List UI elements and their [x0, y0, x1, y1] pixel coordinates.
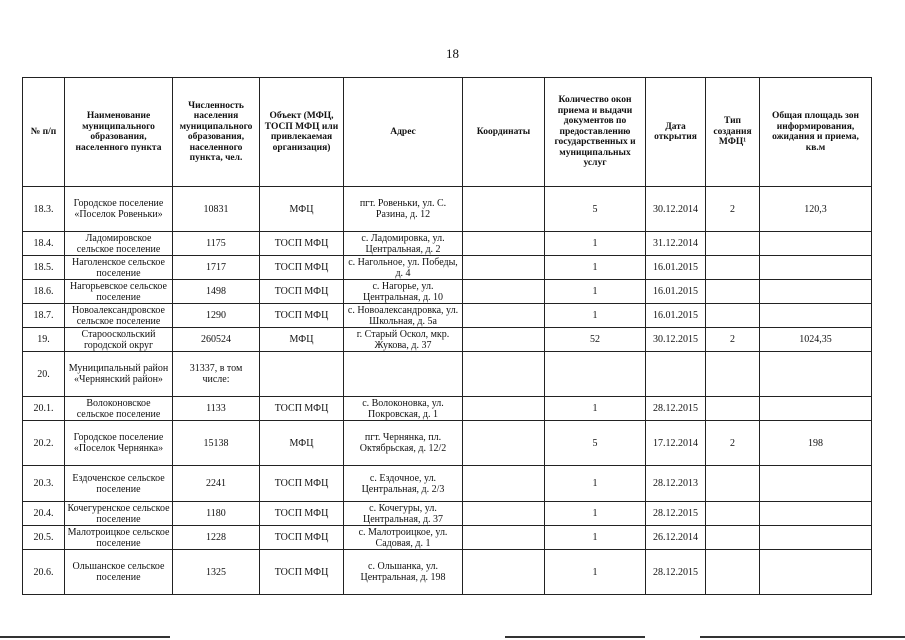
cell-population: 2241 — [173, 466, 260, 502]
cell-num: 20. — [23, 352, 65, 397]
table-row — [23, 397, 872, 421]
scan-edge-line — [505, 636, 645, 638]
cell-coords — [463, 187, 545, 232]
cell-coords — [463, 466, 545, 502]
cell-name: Наголенское сельское поселение — [65, 256, 173, 280]
cell-coords — [463, 526, 545, 550]
cell-population: 1175 — [173, 232, 260, 256]
cell-address: с. Нагольное, ул. Победы, д. 4 — [344, 256, 463, 280]
cell-object: ТОСП МФЦ — [260, 232, 344, 256]
cell-area: 1024,35 — [760, 328, 872, 352]
cell-population: 15138 — [173, 421, 260, 466]
cell-area — [760, 502, 872, 526]
cell-num: 20.6. — [23, 550, 65, 595]
header-num: № п/п — [23, 78, 65, 187]
header-address: Адрес — [344, 78, 463, 187]
cell-type — [706, 550, 760, 595]
cell-date: 16.01.2015 — [646, 280, 706, 304]
cell-num: 18.4. — [23, 232, 65, 256]
cell-windows: 1 — [545, 526, 646, 550]
cell-population: 31337, в том числе: — [173, 352, 260, 397]
cell-name: Городское поселение «Поселок Чернянка» — [65, 421, 173, 466]
cell-type — [706, 280, 760, 304]
cell-object: МФЦ — [260, 328, 344, 352]
cell-coords — [463, 304, 545, 328]
table-row — [23, 526, 872, 550]
header-area: Общая площадь зон информирования, ожидания и приема, кв.м — [760, 78, 872, 187]
cell-date: 28.12.2015 — [646, 397, 706, 421]
cell-address: с. Кочегуры, ул. Центральная, д. 37 — [344, 502, 463, 526]
cell-address: пгт. Чернянка, пл. Октябрьская, д. 12/2 — [344, 421, 463, 466]
cell-date: 30.12.2015 — [646, 328, 706, 352]
cell-address: с. Нагорье, ул. Центральная, д. 10 — [344, 280, 463, 304]
cell-windows: 1 — [545, 466, 646, 502]
cell-name: Ладомировское сельское поселение — [65, 232, 173, 256]
cell-name: Кочегуренское сельское поселение — [65, 502, 173, 526]
cell-name: Ездоченское сельское поселение — [65, 466, 173, 502]
cell-name: Ольшанское сельское поселение — [65, 550, 173, 595]
table-row — [23, 187, 872, 232]
header-type: Тип создания МФЦ¹ — [706, 78, 760, 187]
cell-type — [706, 352, 760, 397]
cell-date — [646, 352, 706, 397]
cell-date: 28.12.2013 — [646, 466, 706, 502]
cell-type — [706, 304, 760, 328]
cell-area — [760, 352, 872, 397]
cell-num: 20.4. — [23, 502, 65, 526]
cell-windows: 52 — [545, 328, 646, 352]
cell-num: 19. — [23, 328, 65, 352]
cell-address: с. Волоконовка, ул. Покровская, д. 1 — [344, 397, 463, 421]
scan-edge-line — [0, 636, 170, 638]
cell-coords — [463, 352, 545, 397]
cell-windows: 1 — [545, 397, 646, 421]
cell-num: 18.5. — [23, 256, 65, 280]
cell-object: ТОСП МФЦ — [260, 526, 344, 550]
header-name: Наименование муниципального образования, населенного пункта — [65, 78, 173, 187]
cell-windows: 1 — [545, 502, 646, 526]
cell-type: 2 — [706, 421, 760, 466]
cell-population: 10831 — [173, 187, 260, 232]
cell-object: ТОСП МФЦ — [260, 550, 344, 595]
cell-date: 17.12.2014 — [646, 421, 706, 466]
cell-date: 30.12.2014 — [646, 187, 706, 232]
cell-type — [706, 466, 760, 502]
cell-windows: 1 — [545, 232, 646, 256]
cell-area — [760, 256, 872, 280]
cell-coords — [463, 256, 545, 280]
cell-area — [760, 232, 872, 256]
cell-name: Волоконовское сельское поселение — [65, 397, 173, 421]
cell-name: Старооскольский городской округ — [65, 328, 173, 352]
page-number: 18 — [446, 46, 459, 61]
cell-area — [760, 550, 872, 595]
cell-type — [706, 502, 760, 526]
cell-date: 31.12.2014 — [646, 232, 706, 256]
cell-population: 1325 — [173, 550, 260, 595]
cell-object: ТОСП МФЦ — [260, 280, 344, 304]
cell-object: ТОСП МФЦ — [260, 304, 344, 328]
cell-date: 28.12.2015 — [646, 502, 706, 526]
cell-windows: 5 — [545, 187, 646, 232]
cell-object: ТОСП МФЦ — [260, 397, 344, 421]
cell-type: 2 — [706, 328, 760, 352]
cell-address: пгт. Ровеньки, ул. С. Разина, д. 12 — [344, 187, 463, 232]
cell-num: 18.7. — [23, 304, 65, 328]
cell-area — [760, 526, 872, 550]
cell-address: с. Новоалександровка, ул. Школьная, д. 5а — [344, 304, 463, 328]
cell-coords — [463, 280, 545, 304]
cell-windows: 1 — [545, 256, 646, 280]
header-object: Объект (МФЦ, ТОСП МФЦ или привлекаемая организация) — [260, 78, 344, 187]
cell-area — [760, 466, 872, 502]
cell-type — [706, 232, 760, 256]
table-row — [23, 466, 872, 502]
cell-type — [706, 397, 760, 421]
cell-area — [760, 304, 872, 328]
cell-num: 18.3. — [23, 187, 65, 232]
table-row — [23, 352, 872, 397]
cell-address — [344, 352, 463, 397]
cell-date: 16.01.2015 — [646, 256, 706, 280]
cell-windows: 1 — [545, 280, 646, 304]
header-windows: Количество окон приема и выдачи документов по предоставлению государственных и муниципальных услуг — [545, 78, 646, 187]
cell-population: 1290 — [173, 304, 260, 328]
header-date: Дата открытия — [646, 78, 706, 187]
cell-type — [706, 256, 760, 280]
cell-num: 20.1. — [23, 397, 65, 421]
cell-address: с. Ездочное, ул. Центральная, д. 2/3 — [344, 466, 463, 502]
table-row — [23, 280, 872, 304]
cell-coords — [463, 550, 545, 595]
cell-name: Муниципальный район «Чернянский район» — [65, 352, 173, 397]
table-row — [23, 502, 872, 526]
header-population: Численность населения муниципального образования, населенного пункта, чел. — [173, 78, 260, 187]
cell-coords — [463, 502, 545, 526]
cell-object: ТОСП МФЦ — [260, 256, 344, 280]
cell-area: 120,3 — [760, 187, 872, 232]
cell-population: 1717 — [173, 256, 260, 280]
cell-population: 1180 — [173, 502, 260, 526]
cell-population: 260524 — [173, 328, 260, 352]
cell-coords — [463, 328, 545, 352]
scan-edge-line — [700, 636, 905, 638]
cell-name: Нагорьевское сельское поселение — [65, 280, 173, 304]
mfc-register-table — [22, 77, 872, 595]
cell-object: МФЦ — [260, 187, 344, 232]
cell-address: с. Ольшанка, ул. Центральная, д. 198 — [344, 550, 463, 595]
cell-date: 26.12.2014 — [646, 526, 706, 550]
cell-object — [260, 352, 344, 397]
cell-coords — [463, 232, 545, 256]
cell-windows: 1 — [545, 304, 646, 328]
cell-num: 20.5. — [23, 526, 65, 550]
header-row — [23, 78, 872, 187]
table-row — [23, 328, 872, 352]
cell-object: ТОСП МФЦ — [260, 466, 344, 502]
cell-object: МФЦ — [260, 421, 344, 466]
cell-type: 2 — [706, 187, 760, 232]
cell-date: 28.12.2015 — [646, 550, 706, 595]
cell-name: Новоалександровское сельское поселение — [65, 304, 173, 328]
cell-windows — [545, 352, 646, 397]
cell-num: 18.6. — [23, 280, 65, 304]
cell-object: ТОСП МФЦ — [260, 502, 344, 526]
cell-coords — [463, 421, 545, 466]
cell-address: с. Малотроицкое, ул. Садовая, д. 1 — [344, 526, 463, 550]
cell-windows: 5 — [545, 421, 646, 466]
cell-type — [706, 526, 760, 550]
table-row — [23, 256, 872, 280]
cell-coords — [463, 397, 545, 421]
cell-area — [760, 397, 872, 421]
table-row — [23, 232, 872, 256]
cell-name: Городское поселение «Поселок Ровеньки» — [65, 187, 173, 232]
cell-population: 1498 — [173, 280, 260, 304]
cell-address: с. Ладомировка, ул. Центральная, д. 2 — [344, 232, 463, 256]
cell-population: 1228 — [173, 526, 260, 550]
cell-address: г. Старый Оскол, мкр. Жукова, д. 37 — [344, 328, 463, 352]
cell-windows: 1 — [545, 550, 646, 595]
cell-population: 1133 — [173, 397, 260, 421]
cell-name: Малотроицкое сельское поселение — [65, 526, 173, 550]
table-row — [23, 304, 872, 328]
table-row — [23, 421, 872, 466]
cell-area: 198 — [760, 421, 872, 466]
cell-area — [760, 280, 872, 304]
cell-num: 20.2. — [23, 421, 65, 466]
cell-num: 20.3. — [23, 466, 65, 502]
table-row — [23, 550, 872, 595]
header-coords: Координаты — [463, 78, 545, 187]
cell-date: 16.01.2015 — [646, 304, 706, 328]
